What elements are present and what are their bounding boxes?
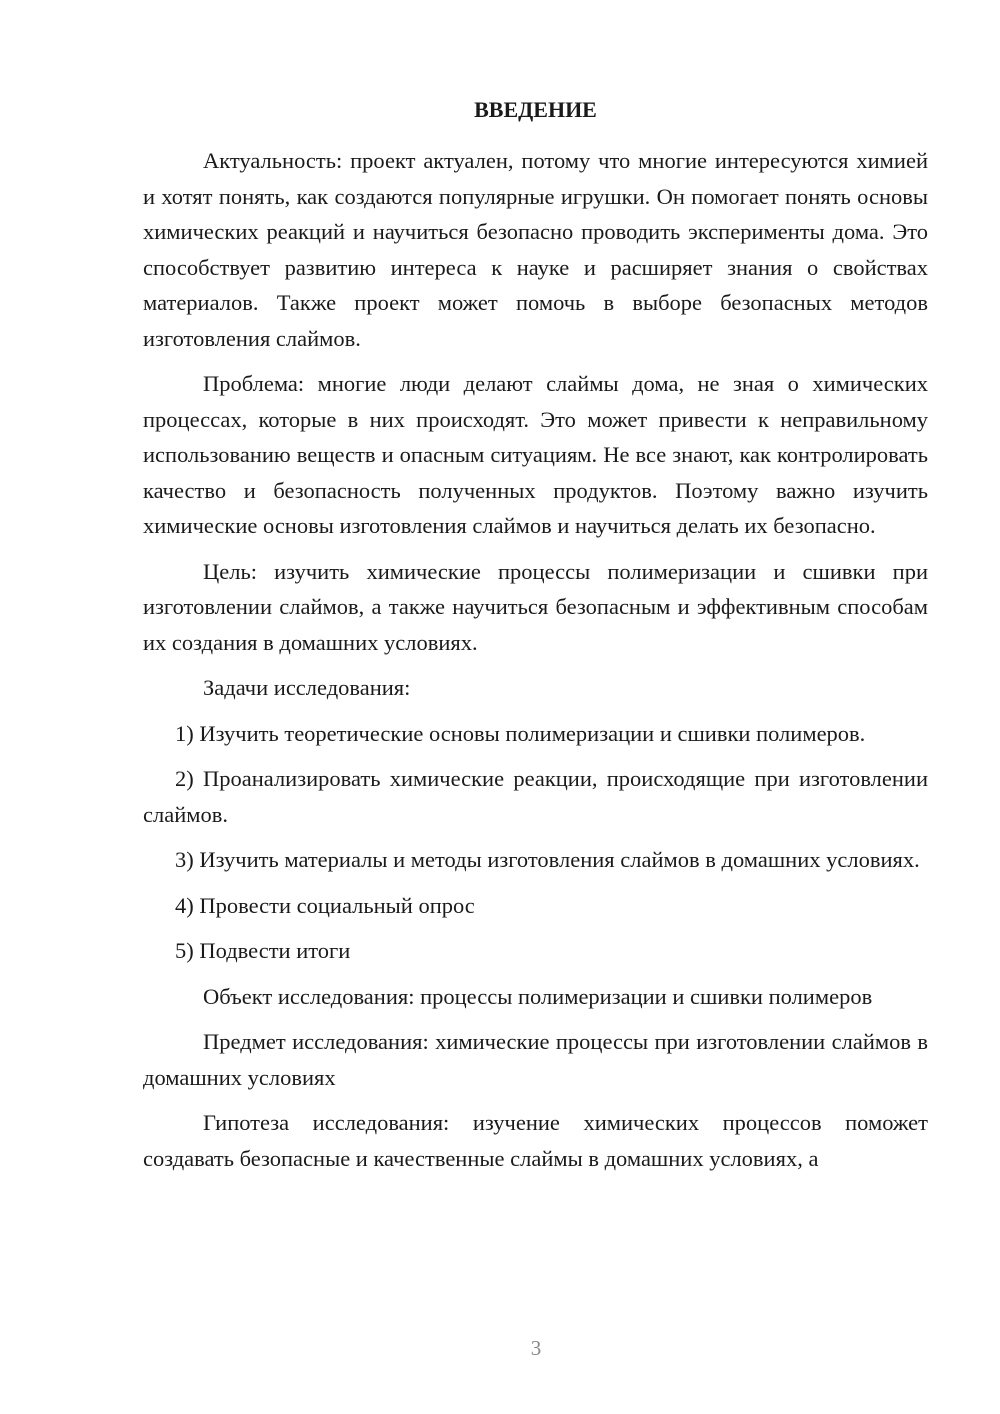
paragraph-relevance: Актуальность: проект актуален, потому что многие интересуются химией и хотят понять, как создаются популярные игрушки. Он помогает понять основы химических реакций и научиться безопасно проводить эксперименты дома. Это способствует развитию интереса к науке и расширяет знания о свойствах материалов. Также проект может помочь в выборе безопасных методов изготовления слаймов. (143, 148, 928, 351)
paragraph-subject: Предмет исследования: химические процессы при изготовлении слаймов в домашних условиях (143, 1029, 928, 1090)
paragraph-tasks-heading: Задачи исследования: (203, 675, 411, 700)
paragraph-goal: Цель: изучить химические процессы полимеризации и сшивки при изготовлении слаймов, а также научиться безопасным и эффективным способам их создания в домашних условиях. (143, 558, 928, 655)
paragraph-object: Объект исследования: процессы полимеризации и сшивки полимеров (203, 983, 873, 1009)
paragraph-problem: Проблема: многие люди делают слаймы дома, не зная о химических процессах, которые в них происходят. Это может привести к неправильному использованию веществ и опасным ситуациям. Не все знают, как контролировать качество и безопасность полученных продуктов. Поэтому важно изучить химические основы изготовления слаймов и научиться делать их безопасно. (143, 371, 928, 538)
task-item-5: 5) Подвести итоги (175, 938, 351, 963)
page-number: 3 (530, 1336, 542, 1360)
section-title: ВВЕДЕНИЕ (474, 97, 597, 122)
document-body (143, 95, 928, 1186)
paragraph-hypothesis: Гипотеза исследования: изучение химических процессов поможет создавать безопасные и качественные слаймы в домашних условиях, а (143, 1110, 928, 1171)
task-item-4: 4) Провести социальный опрос (175, 892, 475, 918)
task-item-1: 1) Изучить теоретические основы полимеризации и сшивки полимеров. (175, 720, 866, 746)
task-item-2: 2) Проанализировать химические реакции, происходящие при изготовлении слаймов. (143, 766, 928, 827)
task-item-3: 3) Изучить материалы и методы изготовления слаймов в домашних условиях. (175, 847, 920, 872)
